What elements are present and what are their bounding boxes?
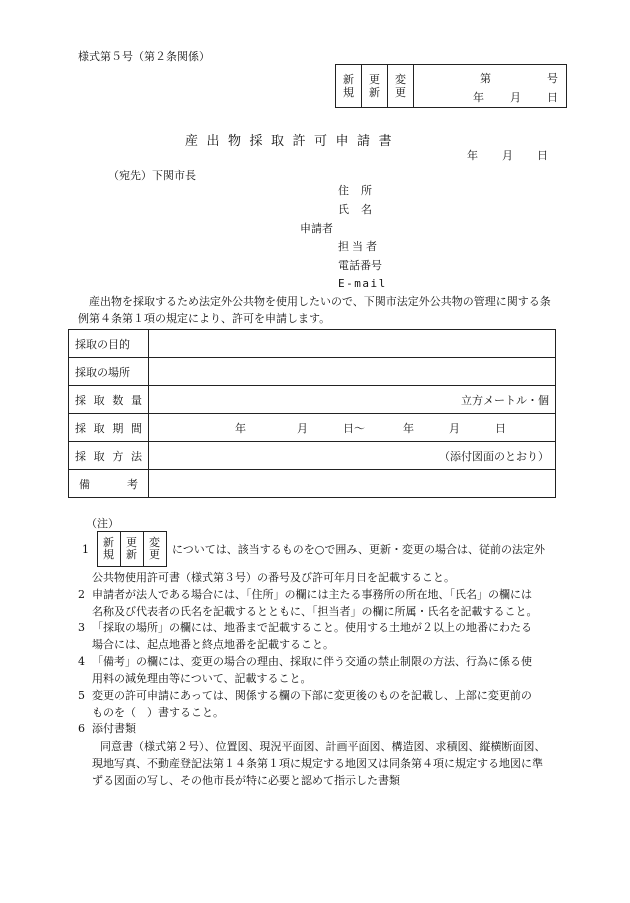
label-char: 採 bbox=[75, 449, 86, 463]
note-3-text-b: 場合には、起点地番と終点地番を記載すること。 bbox=[92, 638, 334, 651]
note-4-text-a: 「備考」の欄には、変更の場合の理由、採取に伴う交通の禁止制限の方法、行為に係る使 bbox=[92, 655, 532, 668]
note-type-cell-change: 変更 bbox=[149, 536, 160, 561]
period-start-month: 月 bbox=[297, 421, 308, 435]
row-label-quantity bbox=[69, 386, 149, 414]
label-char: 法 bbox=[130, 449, 142, 463]
period-end-year: 年 bbox=[403, 421, 414, 435]
label-char: 量 bbox=[130, 393, 142, 407]
note-type-cell-new: 新規 bbox=[98, 532, 121, 566]
table-row bbox=[69, 358, 556, 386]
note-5-number: 5 bbox=[78, 689, 85, 702]
note-5-text-b: ものを（ ）書すること。 bbox=[92, 706, 224, 719]
label-char: 採 bbox=[75, 393, 86, 407]
spread-label bbox=[75, 476, 142, 492]
label-char: 採 bbox=[75, 421, 86, 435]
remarks-field[interactable] bbox=[149, 470, 556, 498]
note-3-text-a: 「採取の場所」の欄には、地番まで記載すること。使用する土地が２以上の地番にわたる bbox=[92, 621, 532, 634]
row-label-period bbox=[69, 414, 149, 442]
label-char: 取 bbox=[93, 393, 105, 407]
date-year: 年 bbox=[467, 149, 478, 162]
form-number: 様式第５号（第２条関係） bbox=[78, 50, 210, 63]
date-month: 月 bbox=[502, 149, 513, 162]
spread-label bbox=[75, 448, 142, 464]
note-4-text-b: 用料の減免理由等について、記載すること。 bbox=[92, 672, 312, 685]
note-1-type-box bbox=[97, 531, 167, 567]
label-char: 数 bbox=[112, 393, 124, 407]
period-field[interactable] bbox=[149, 414, 556, 442]
table-row bbox=[69, 470, 556, 498]
label-char: 期 bbox=[112, 421, 124, 435]
period-end-month: 月 bbox=[449, 421, 460, 435]
application-statement: 産出物を採取するため法定外公共物を使用したいので、下関市法定外公共物の管理に関する条例第４条第１項の規定により、許可を申請します。 bbox=[78, 295, 551, 325]
table-row bbox=[69, 414, 556, 442]
notes-heading: （注） bbox=[86, 517, 119, 530]
note-3-number: 3 bbox=[78, 621, 85, 634]
applicant-section-label: 申請者 bbox=[300, 222, 333, 235]
note-6-text-a: 同意書（様式第２号）、位置図、現況平面図、計画平面図、構造図、求積図、縦横断面図、 bbox=[100, 740, 546, 753]
note-2-number: 2 bbox=[78, 588, 85, 601]
addressee: （宛先）下関市長 bbox=[108, 169, 196, 182]
note-6-heading: 添付書類 bbox=[92, 722, 136, 735]
document-title: 産出物採取許可申請書 bbox=[185, 134, 401, 149]
row-label-method bbox=[69, 442, 149, 470]
note-1-text-b: 公共物使用許可書（様式第３号）の番号及び許可年月日を記載すること。 bbox=[92, 571, 455, 584]
application-type-box bbox=[335, 64, 567, 108]
note-4-number: 4 bbox=[78, 655, 85, 668]
note-6-number: 6 bbox=[78, 722, 85, 735]
table-row bbox=[69, 330, 556, 358]
applicant-address-label: 住所 bbox=[338, 184, 384, 197]
note-1-number: 1 bbox=[82, 543, 89, 556]
location-field[interactable] bbox=[149, 358, 556, 386]
type-cell-new: 新規 bbox=[336, 65, 362, 107]
ref-year: 年 bbox=[473, 91, 484, 104]
number-prefix: 第 bbox=[480, 72, 491, 85]
label-char: 考 bbox=[127, 477, 138, 491]
method-field[interactable]: （添付図面のとおり） bbox=[149, 442, 556, 470]
spread-label bbox=[75, 420, 142, 436]
row-label-purpose: 採取の目的 bbox=[69, 330, 149, 358]
label-char: 備 bbox=[79, 477, 90, 491]
label-char: 方 bbox=[112, 449, 124, 463]
period-line bbox=[155, 420, 549, 436]
label-char: 取 bbox=[93, 421, 105, 435]
application-details-table bbox=[68, 329, 556, 498]
period-end-day: 日 bbox=[495, 421, 506, 435]
note-1-text-a: については、該当するものを○で囲み、更新・変更の場合は、従前の法定外 bbox=[172, 543, 546, 556]
applicant-name-label: 氏名 bbox=[338, 203, 384, 216]
number-suffix: 号 bbox=[547, 72, 558, 85]
label-char: 間 bbox=[130, 421, 142, 435]
date-day: 日 bbox=[537, 149, 548, 162]
ref-day: 日 bbox=[547, 91, 558, 104]
reference-number-cell bbox=[414, 65, 566, 107]
spread-label bbox=[75, 392, 142, 408]
type-cell-change: 変更 bbox=[388, 65, 414, 107]
purpose-field[interactable] bbox=[149, 330, 556, 358]
label-char: 取 bbox=[93, 449, 105, 463]
table-row bbox=[69, 442, 556, 470]
applicant-staff-label: 担当者 bbox=[338, 240, 380, 253]
applicant-email-label: E-mail bbox=[338, 277, 387, 290]
period-start-year: 年 bbox=[235, 421, 246, 435]
note-6-text-c: ずる図面の写し、その他市長が特に必要と認めて指示した書類 bbox=[92, 774, 400, 787]
row-label-remarks bbox=[69, 470, 149, 498]
application-date bbox=[467, 147, 548, 163]
ref-month: 月 bbox=[510, 91, 521, 104]
note-2-text-a: 申請者が法人である場合には、「住所」の欄には主たる事務所の所在地、「氏名」の欄には bbox=[92, 588, 532, 601]
table-row bbox=[69, 386, 556, 414]
type-cell-renew: 更新 bbox=[362, 65, 388, 107]
note-5-text-a: 変更の許可申請にあっては、関係する欄の下部に変更後のものを記載し、上部に変更前の bbox=[92, 689, 532, 702]
note-6-text-b: 現地写真、不動産登記法第１４条第１項に規定する地図又は同条第４項に規定する地図に準 bbox=[92, 757, 543, 770]
row-label-location: 採取の場所 bbox=[69, 358, 149, 386]
applicant-tel-label: 電話番号 bbox=[338, 259, 382, 272]
note-2-text-b: 名称及び代表者の氏名を記載するとともに、「担当者」の欄に所属・氏名を記載すること。 bbox=[92, 605, 538, 618]
note-type-cell-renew: 更新 bbox=[121, 532, 144, 566]
quantity-field[interactable]: 立方メートル・個 bbox=[149, 386, 556, 414]
period-start-day: 日～ bbox=[343, 421, 365, 435]
